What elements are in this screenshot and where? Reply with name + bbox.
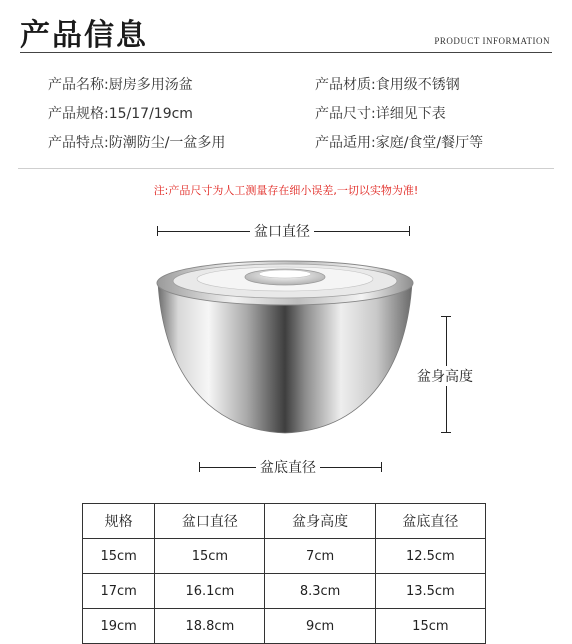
size-table bbox=[82, 503, 486, 644]
spec-size-value: 详细见下表 bbox=[375, 106, 446, 122]
height-dimension-tick-top bbox=[441, 316, 451, 317]
table-cell: 19cm bbox=[83, 609, 155, 644]
table-row bbox=[83, 574, 486, 609]
spec-material bbox=[315, 74, 460, 94]
spec-feature-value: 防潮防尘/一盆多用 bbox=[108, 135, 226, 151]
base-diameter-label: 盆底直径 bbox=[256, 457, 320, 477]
table-cell: 15cm bbox=[155, 539, 265, 574]
spec-name bbox=[48, 74, 193, 94]
spec-size-label: 产品尺寸: bbox=[315, 106, 376, 122]
page-title: 产品信息 bbox=[20, 18, 148, 53]
spec-name-label: 产品名称: bbox=[48, 77, 109, 93]
spec-usage bbox=[315, 132, 483, 152]
body-height-label: 盆身高度 bbox=[413, 366, 477, 386]
table-header-cell: 规格 bbox=[83, 504, 155, 539]
height-dimension-tick-bottom bbox=[441, 432, 451, 433]
spec-name-value: 厨房多用汤盆 bbox=[108, 77, 193, 93]
table-cell: 16.1cm bbox=[155, 574, 265, 609]
table-row bbox=[83, 609, 486, 644]
table-cell: 15cm bbox=[375, 609, 485, 644]
spec-spec-value: 15/17/19cm bbox=[108, 106, 193, 122]
table-cell: 9cm bbox=[265, 609, 375, 644]
spec-feature-label: 产品特点: bbox=[48, 135, 109, 151]
base-dimension-tick-left bbox=[199, 462, 200, 472]
spec-size bbox=[315, 103, 446, 123]
spec-material-value: 食用级不锈钢 bbox=[375, 77, 460, 93]
spec-usage-value: 家庭/食堂/餐厅等 bbox=[375, 135, 484, 151]
mouth-diameter-label: 盆口直径 bbox=[250, 221, 314, 241]
table-cell: 18.8cm bbox=[155, 609, 265, 644]
table-cell: 7cm bbox=[265, 539, 375, 574]
table-row bbox=[83, 539, 486, 574]
mouth-dimension-tick-right bbox=[409, 226, 410, 236]
table-cell: 15cm bbox=[83, 539, 155, 574]
measurement-note: 注:产品尺寸为人工测量存在细小误差,一切以实物为准! bbox=[153, 184, 419, 197]
section-divider bbox=[18, 168, 554, 169]
spec-feature bbox=[48, 132, 225, 152]
page-subtitle: PRODUCT INFORMATION bbox=[434, 36, 550, 46]
spec-spec bbox=[48, 103, 193, 123]
table-cell: 8.3cm bbox=[265, 574, 375, 609]
table-header-cell: 盆身高度 bbox=[265, 504, 375, 539]
table-header-row bbox=[83, 504, 486, 539]
spec-usage-label: 产品适用: bbox=[315, 135, 376, 151]
header-divider bbox=[20, 52, 552, 53]
spec-material-label: 产品材质: bbox=[315, 77, 376, 93]
table-header-cell: 盆口直径 bbox=[155, 504, 265, 539]
spec-spec-label: 产品规格: bbox=[48, 106, 109, 122]
pot-illustration bbox=[150, 255, 420, 445]
table-cell: 12.5cm bbox=[375, 539, 485, 574]
mouth-dimension-tick-left bbox=[157, 226, 158, 236]
table-cell: 17cm bbox=[83, 574, 155, 609]
base-dimension-tick-right bbox=[381, 462, 382, 472]
table-cell: 13.5cm bbox=[375, 574, 485, 609]
table-header-cell: 盆底直径 bbox=[375, 504, 485, 539]
